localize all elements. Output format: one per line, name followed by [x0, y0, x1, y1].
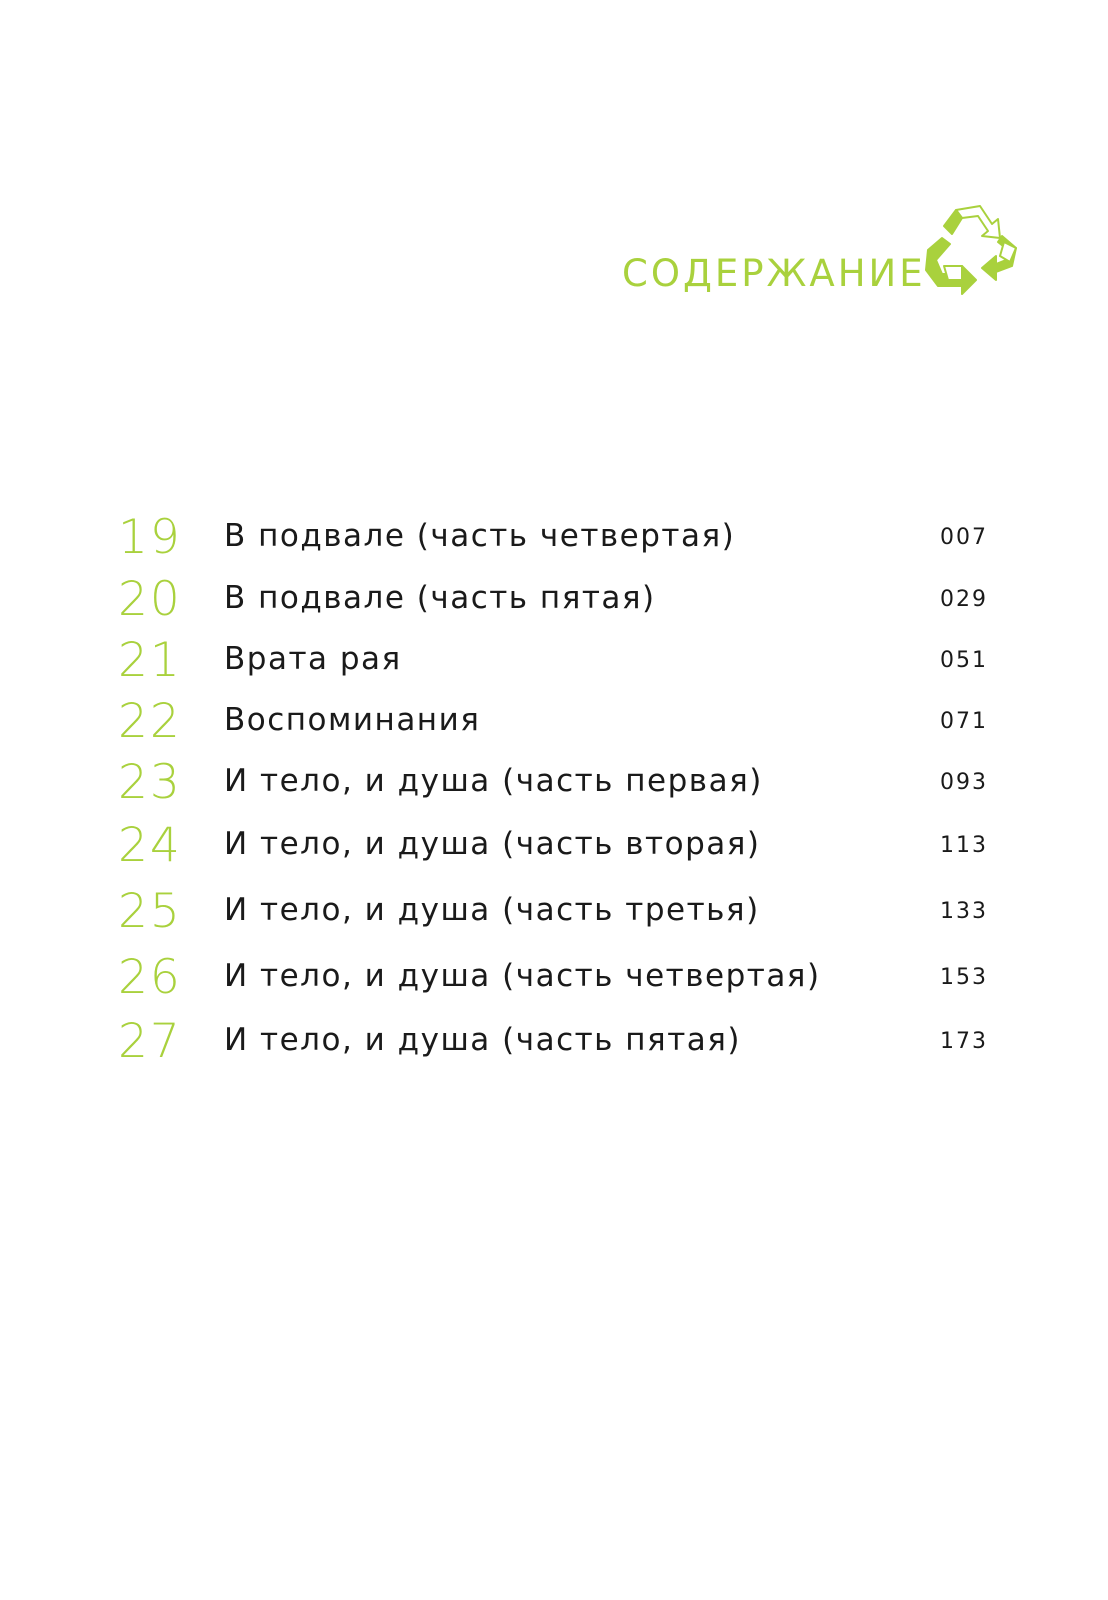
chapter-title: В подвале (часть пятая): [224, 580, 656, 616]
chapter-title: И тело, и душа (часть первая): [224, 763, 763, 799]
chapter-number: 26: [118, 950, 182, 1005]
toc-row[interactable]: [0, 884, 1108, 940]
toc-row[interactable]: [0, 510, 1108, 566]
page-number: 071: [940, 709, 988, 734]
chapter-title: И тело, и душа (часть пятая): [224, 1022, 742, 1058]
chapter-number: 25: [118, 884, 182, 939]
page-number: 133: [940, 899, 988, 924]
chapter-title: В подвале (часть четвертая): [224, 518, 736, 554]
toc-row[interactable]: [0, 755, 1108, 811]
chapter-title: И тело, и душа (часть вторая): [224, 826, 761, 862]
chapter-number: 24: [118, 818, 182, 873]
page-number: 173: [940, 1029, 988, 1054]
chapter-title: И тело, и душа (часть третья): [224, 892, 760, 928]
toc-row[interactable]: [0, 1014, 1108, 1070]
page-title: СОДЕРЖАНИЕ: [622, 252, 926, 295]
chapter-number: 23: [118, 755, 182, 810]
toc-row[interactable]: [0, 572, 1108, 628]
page-number: 029: [940, 587, 988, 612]
toc-row[interactable]: [0, 694, 1108, 750]
chapter-number: 27: [118, 1014, 182, 1069]
chapter-title: Врата рая: [224, 641, 402, 677]
toc-row[interactable]: [0, 818, 1108, 874]
toc-row[interactable]: [0, 633, 1108, 689]
page-number: 007: [940, 525, 988, 550]
chapter-number: 19: [118, 510, 182, 565]
page-number: 051: [940, 648, 988, 673]
chapter-title: Воспоминания: [224, 702, 481, 738]
page-number: 113: [940, 833, 988, 858]
chapter-number: 20: [118, 572, 182, 627]
chapter-number: 22: [118, 694, 182, 749]
chapter-number: 21: [118, 633, 182, 688]
chapter-title: И тело, и душа (часть четвертая): [224, 958, 821, 994]
page-number: 093: [940, 770, 988, 795]
page-number: 153: [940, 965, 988, 990]
toc-row[interactable]: [0, 950, 1108, 1006]
